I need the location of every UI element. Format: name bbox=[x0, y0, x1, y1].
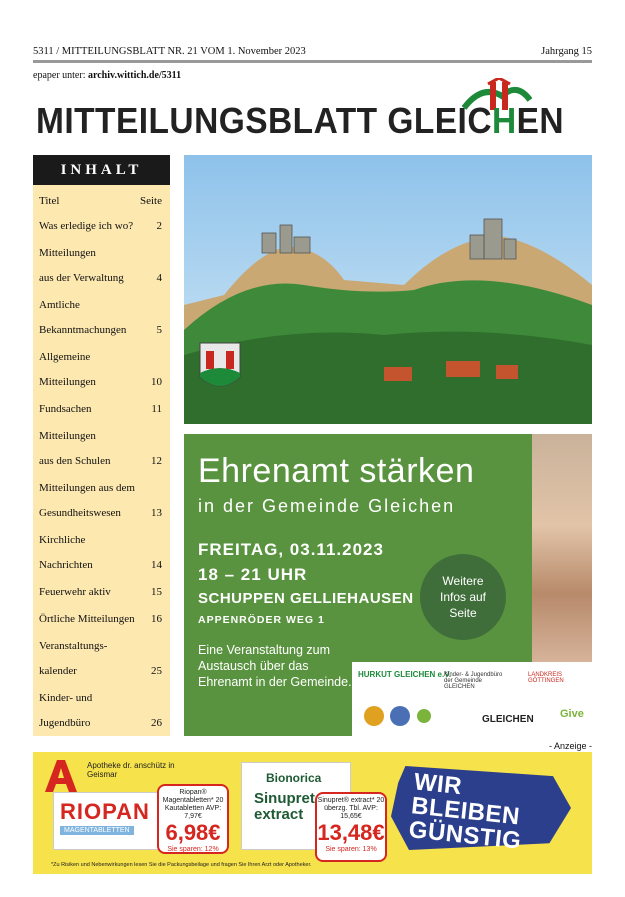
toc-entry-line1: Mitteilungen bbox=[39, 247, 96, 259]
toc-entry-page: 25 bbox=[151, 665, 162, 677]
toc-entry-label: Nachrichten bbox=[39, 559, 93, 571]
event-date: FREITAG, 03.11.2023 bbox=[198, 540, 384, 559]
toc-entry-page: 4 bbox=[156, 272, 162, 284]
issue-line bbox=[33, 46, 592, 57]
masthead-end: EN bbox=[516, 100, 565, 141]
toc-entry[interactable] bbox=[33, 296, 170, 348]
toc-entry-label: Bekanntmachungen bbox=[39, 324, 127, 336]
volume: Jahrgang 15 bbox=[541, 46, 592, 57]
toc-heading: INHALT bbox=[33, 155, 170, 185]
riopan-brand: RIOPAN bbox=[60, 799, 150, 824]
more-info-text: Weitere Infos auf Seite bbox=[439, 574, 487, 620]
toc-entry-page: 15 bbox=[151, 586, 162, 598]
pharmacy-ad bbox=[33, 752, 592, 874]
riopan-pack bbox=[53, 792, 171, 850]
toc-entry[interactable] bbox=[33, 689, 170, 741]
toc-entry-page: 14 bbox=[151, 559, 162, 571]
riopan-price-tag bbox=[157, 784, 229, 854]
ad-footnote: *Zu Risiken und Nebenwirkungen lesen Sie die Packungsbeilage und fragen Sie Ihren Arzt oder Apotheker. bbox=[51, 862, 312, 868]
toc-entry[interactable] bbox=[33, 531, 170, 583]
sinupret-price: 13,48€ bbox=[317, 820, 385, 845]
toc-entry-row bbox=[33, 665, 170, 677]
epaper-link[interactable]: archiv.wittich.de/5311 bbox=[87, 70, 182, 81]
toc-entry-label: aus den Schulen bbox=[39, 455, 111, 467]
logo-hurkut: HURKUT GLEICHEN e.V. bbox=[358, 670, 452, 679]
toc-entry[interactable] bbox=[33, 348, 170, 400]
toc-list bbox=[33, 217, 170, 741]
event-title: Ehrenamt stärken bbox=[198, 452, 475, 490]
toc-entry-row bbox=[33, 272, 170, 284]
sinupret-savings: Sie sparen: 13% bbox=[325, 846, 377, 853]
masthead-logo-letter: H bbox=[491, 100, 517, 141]
ad-label: - Anzeige - bbox=[548, 741, 592, 751]
toc-entry[interactable] bbox=[33, 479, 170, 531]
toc-entry-line1: Mitteilungen bbox=[39, 430, 96, 442]
toc-entry[interactable] bbox=[33, 637, 170, 689]
event-poster bbox=[184, 434, 592, 736]
sinupret-brand: Sinupret extract bbox=[254, 790, 315, 823]
toc-page-label: Seite bbox=[140, 195, 162, 207]
toc-entry-line1: Veranstaltungs- bbox=[39, 640, 108, 652]
event-time: 18 – 21 UHR bbox=[198, 565, 308, 584]
toc-entry[interactable] bbox=[33, 583, 170, 610]
castles-illustration bbox=[184, 155, 592, 424]
toc-entry-label: Mitteilungen bbox=[39, 376, 96, 388]
toc-entry[interactable] bbox=[33, 610, 170, 637]
toc-entry-page: 13 bbox=[151, 507, 162, 519]
toc-entry-row bbox=[33, 455, 170, 467]
toc-entry-row bbox=[33, 376, 170, 388]
riopan-sub: MAGENTABLETTEN bbox=[60, 826, 134, 835]
partner-emblems-icon bbox=[362, 702, 432, 730]
toc-entry[interactable] bbox=[33, 400, 170, 427]
slogan-burst bbox=[391, 766, 571, 855]
toc-entry-label: aus der Verwaltung bbox=[39, 272, 124, 284]
toc-entry[interactable] bbox=[33, 217, 170, 244]
toc-entry-row bbox=[33, 324, 170, 336]
toc-entry-label: Örtliche Mitteilungen bbox=[39, 613, 135, 625]
epaper-prefix: epaper unter: bbox=[33, 70, 86, 81]
toc-entry-line1: Kinder- und bbox=[39, 692, 93, 704]
toc-entry-label: Jugendbüro bbox=[39, 717, 91, 729]
riopan-savings: Sie sparen: 12% bbox=[167, 846, 219, 853]
toc-entry-page: 5 bbox=[156, 324, 162, 336]
hands-photo bbox=[532, 434, 592, 662]
toc-entry-page: 2 bbox=[156, 220, 162, 232]
toc-entry-page: 10 bbox=[151, 376, 162, 388]
event-place: SCHUPPEN GELLIEHAUSEN bbox=[198, 590, 414, 607]
riopan-price: 6,98€ bbox=[165, 820, 221, 845]
toc-entry-line1: Mitteilungen aus dem bbox=[39, 482, 135, 494]
toc-entry-label: Was erledige ich wo? bbox=[39, 220, 134, 232]
logo-give: Give bbox=[560, 708, 584, 720]
toc-entry[interactable] bbox=[33, 244, 170, 296]
toc-entry-page: 11 bbox=[151, 403, 162, 415]
slogan-text: WIR BLEIBEN GÜNSTIG bbox=[407, 768, 523, 855]
issue-info: 5311 / MITTEILUNGSBLATT NR. 21 VOM 1. November 2023 bbox=[33, 46, 306, 57]
event-subtitle: in der Gemeinde Gleichen bbox=[198, 496, 456, 516]
masthead-main: MITTEILUNGSBLATT GLEIC bbox=[36, 100, 492, 141]
toc-entry-label: Feuerwehr aktiv bbox=[39, 586, 111, 598]
toc-entry-label: Gesundheitswesen bbox=[39, 507, 121, 519]
logo-landkreis: LANDKREIS GÖTTINGEN bbox=[528, 672, 564, 684]
epaper-line bbox=[33, 70, 181, 81]
riopan-price-desc: Riopan® Magentabletten* 20 Kautabletten AVP: 7,97€ bbox=[162, 789, 224, 820]
toc-header-row bbox=[33, 195, 170, 217]
partner-logos bbox=[352, 662, 592, 736]
toc-entry-row bbox=[33, 717, 170, 729]
logo-kinderbuero: Kinder- & Jugendbüro der Gemeinde GLEICHEN bbox=[444, 672, 503, 690]
header-rule bbox=[33, 60, 592, 63]
bionorica-brand: Bionorica bbox=[266, 771, 322, 785]
toc-entry-line1: Amtliche bbox=[39, 299, 80, 311]
toc-entry-page: 26 bbox=[151, 717, 162, 729]
table-of-contents bbox=[33, 155, 170, 736]
event-street: APPENRÖDER WEG 1 bbox=[198, 614, 325, 626]
pharmacy-a-icon bbox=[41, 758, 79, 794]
toc-entry-line1: Allgemeine bbox=[39, 351, 91, 363]
toc-entry-label: Fundsachen bbox=[39, 403, 92, 415]
sinupret-price-tag bbox=[315, 792, 387, 862]
logo-gleichen: GLEICHEN bbox=[482, 714, 534, 725]
toc-title-label: Titel bbox=[39, 195, 60, 207]
masthead-title bbox=[36, 100, 565, 148]
toc-entry-line1: Kirchliche bbox=[39, 534, 86, 546]
more-info-badge bbox=[420, 554, 506, 640]
sinupret-price-desc: Sinupret® extract* 20 überzg. Tbl. AVP: 15,65€ bbox=[317, 797, 385, 820]
toc-entry-label: kalender bbox=[39, 665, 77, 677]
toc-entry-row bbox=[33, 507, 170, 519]
toc-entry-page: 16 bbox=[151, 613, 162, 625]
toc-entry[interactable] bbox=[33, 427, 170, 479]
event-description: Eine Veranstaltung zum Austausch über das Ehrenamt in der Gemeinde. bbox=[198, 643, 352, 689]
pharmacy-name: Apotheke dr. anschütz in Geismar bbox=[87, 761, 175, 779]
toc-entry-page: 12 bbox=[151, 455, 162, 467]
toc-entry-row bbox=[33, 559, 170, 571]
